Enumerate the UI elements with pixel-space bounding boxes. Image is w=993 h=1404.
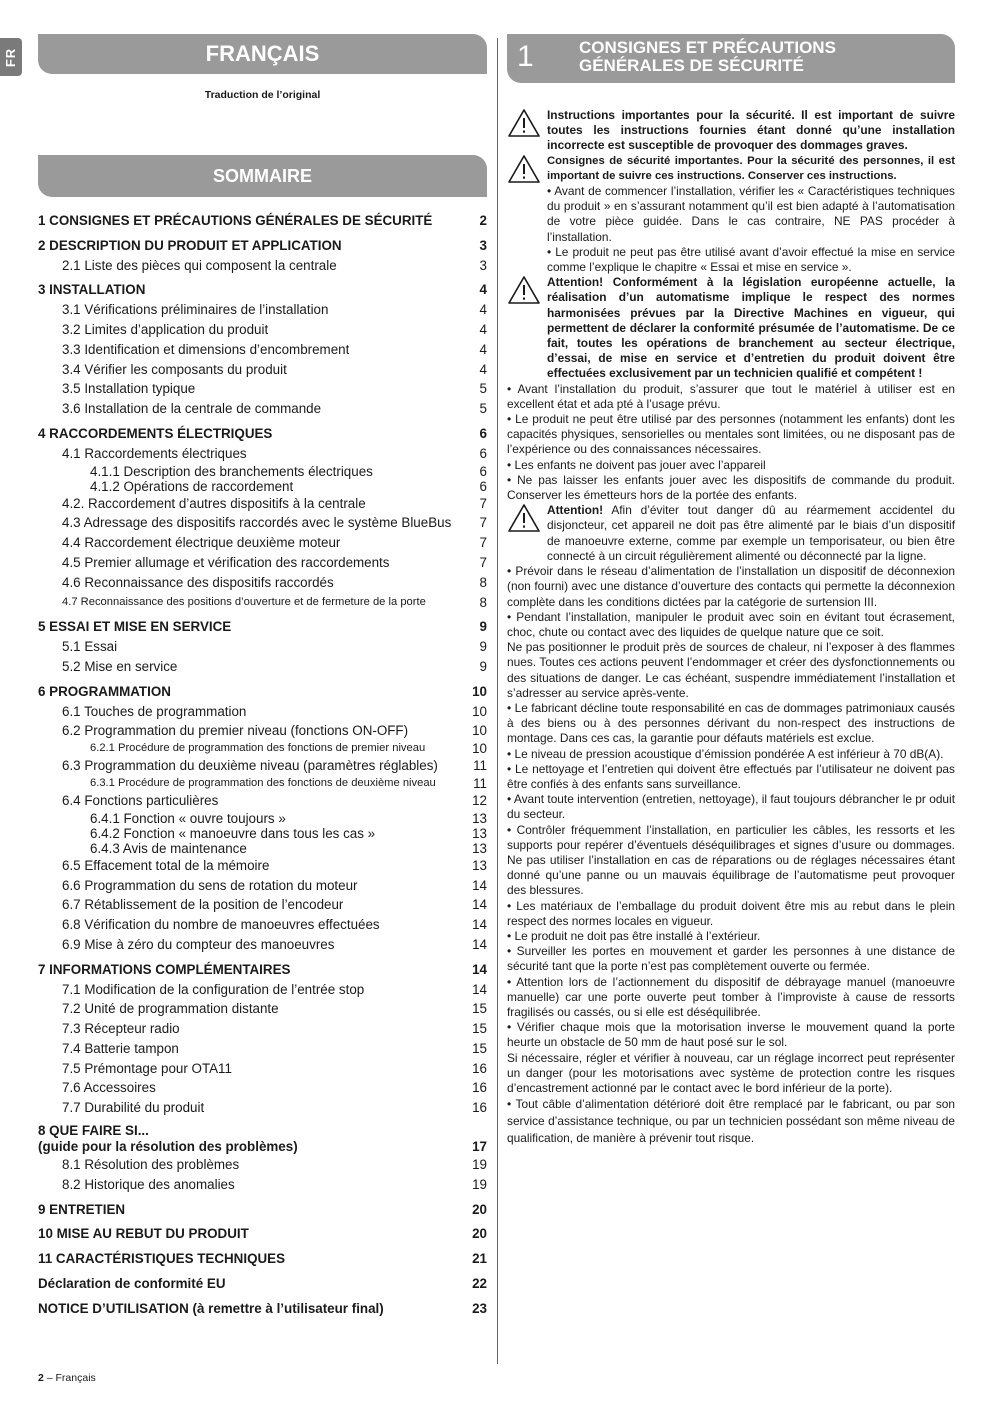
toc-entry-page: 16 xyxy=(472,1100,487,1116)
toc-entry-title: 10 MISE AU REBUT DU PRODUIT xyxy=(38,1226,249,1242)
toc-entry[interactable] xyxy=(38,1175,487,1195)
toc-entry[interactable] xyxy=(38,1274,487,1294)
toc-entry-page: 3 xyxy=(479,257,487,273)
page-number: 2 xyxy=(38,1372,44,1384)
warning-icon xyxy=(507,503,541,533)
toc-entry-page: 7 xyxy=(479,535,487,551)
warning-block xyxy=(507,275,955,381)
toc-entry-page: 15 xyxy=(472,1001,487,1017)
toc-entry-title: 6.3.1 Procédure de programmation des fonctions de deuxième niveau xyxy=(90,776,436,789)
paragraph: • Prévoir dans le réseau d’alimentation de l’installation un dispositif de déconnexion (non fourni) avec une distance d’ouverture des contacts qui permette la déconnexion complète dans les conditions dictées par la catégorie de surtension III. xyxy=(507,564,955,609)
toc-entry[interactable] xyxy=(38,1224,487,1244)
paragraph: • Le produit ne peut pas être utilisé avant d’avoir effectué la mise en service comme l’explique le chapitre « Essai et mise en service ». xyxy=(547,244,955,275)
toc-entry-page: 4 xyxy=(479,341,487,357)
paragraph: • Le fabricant décline toute responsabilité en cas de dommages patrimoniaux causés à des biens ou à des personnes dérivant du non-respect des instructions de montage. Dans ces cas, la garantie pour défauts matériels est exclue. xyxy=(507,700,955,746)
toc-entry-page: 6 xyxy=(479,478,487,494)
toc-banner xyxy=(38,155,487,197)
toc-entry-page: 13 xyxy=(472,840,487,856)
toc-entry-page: 23 xyxy=(472,1300,487,1316)
toc-entry[interactable] xyxy=(38,637,487,657)
toc-entry-title: 7.4 Batterie tampon xyxy=(62,1040,179,1056)
toc-entry-page: 11 xyxy=(473,758,487,774)
toc-entry[interactable] xyxy=(38,776,487,791)
toc-entry-title: 3.1 Vérifications préliminaires de l’installation xyxy=(62,302,329,318)
toc-entry-page: 4 xyxy=(479,282,487,298)
toc-entry-page: 9 xyxy=(479,639,487,655)
toc-entry-title: 3.2 Limites d’application du produit xyxy=(62,321,269,337)
toc-entry-page: 13 xyxy=(472,810,487,826)
paragraph: • Les enfants ne doivent pas jouer avec l’appareil xyxy=(507,457,766,472)
toc-entry-page: 8 xyxy=(479,594,487,610)
toc-entry-page: 10 xyxy=(472,741,487,757)
warning-text: Attention! Conformément à la législation européenne actuelle, la réalisation d’un automatisme implique le respect des normes harmonisées prévues par la Directive Machines en vigueur, qui permettent de déclarer la conformité présumée de l’automatisme. De ce fait, toutes les opérations de branchement au secteur électrique, d’essai, de mise en service et d’entretien du produit doivent être effectuées exclusivement par un technicien qualifié et compétent ! xyxy=(547,275,955,381)
warning-block xyxy=(507,503,955,564)
safety-text xyxy=(507,108,955,1147)
toc-entry-title: 2 DESCRIPTION DU PRODUIT ET APPLICATION xyxy=(38,237,342,253)
toc-entry-page: 21 xyxy=(472,1251,487,1267)
toc-entry-title: 3.4 Vérifier les composants du produit xyxy=(62,361,287,377)
toc-entry-title: 3.3 Identification et dimensions d’encombrement xyxy=(62,341,350,357)
toc-entry[interactable] xyxy=(38,756,487,776)
toc-entry[interactable] xyxy=(38,553,487,573)
toc-entry[interactable] xyxy=(38,1155,487,1175)
toc-entry-title: 6.1 Touches de programmation xyxy=(62,703,247,719)
toc-entry[interactable] xyxy=(38,856,487,876)
toc-entry-title: 6.2 Programmation du premier niveau (fonctions ON-OFF) xyxy=(62,723,409,739)
paragraph: • Vérifier chaque mois que la motorisation inverse le mouvement quand la porte heurte un obstacle de 50 mm de haut posé sur le sol. xyxy=(507,1020,955,1050)
toc-entry-title: 8.2 Historique des anomalies xyxy=(62,1176,235,1192)
toc-entry-title: 4.6 Reconnaissance des dispositifs raccordés xyxy=(62,574,334,590)
column-divider xyxy=(497,38,498,1364)
toc-entry-page: 7 xyxy=(479,495,487,511)
paragraph: Si nécessaire, régler et vérifier à nouveau, car un réglage incorrect peut représenter un danger (pour les motorisations avec système de protection contre les risques d’encastrement actionné par le contact avec le bord inférieur de la porte). xyxy=(507,1050,955,1095)
toc-entry[interactable] xyxy=(38,617,487,637)
toc-entry-page: 15 xyxy=(472,1021,487,1037)
toc-entry-title-wrap xyxy=(38,1123,298,1155)
toc-entry-page: 19 xyxy=(472,1157,487,1173)
toc-entry-title: 3.6 Installation de la centrale de commande xyxy=(62,401,322,417)
toc-entry-title: 7 INFORMATIONS COMPLÉMENTAIRES xyxy=(38,961,291,977)
toc-entry-title: 3.5 Installation typique xyxy=(62,381,196,397)
warning-text: Consignes de sécurité importantes. Pour la sécurité des personnes, il est important de suivre ces instructions. Conserver ces instructions. xyxy=(547,154,955,182)
toc-entry[interactable] xyxy=(38,379,487,399)
toc-entry-page: 19 xyxy=(472,1176,487,1192)
toc-entry[interactable] xyxy=(38,494,487,514)
toc-entry-page: 4 xyxy=(479,361,487,377)
toc-entry-title: 7.5 Prémontage pour OTA11 xyxy=(62,1060,232,1076)
chapter-title-line1: CONSIGNES ET PRÉCAUTIONS xyxy=(579,38,836,57)
toc-entry-page: 14 xyxy=(472,917,487,933)
toc-entry-page: 20 xyxy=(472,1226,487,1242)
toc-entry[interactable] xyxy=(38,360,487,380)
paragraph: • Le produit ne doit pas être installé à l’extérieur. xyxy=(507,928,761,943)
toc-entry[interactable] xyxy=(38,340,487,360)
toc-entry-page: 16 xyxy=(472,1060,487,1076)
warning-text xyxy=(547,503,955,564)
toc-entry[interactable] xyxy=(38,593,487,613)
toc-entry[interactable] xyxy=(38,811,487,826)
paragraph: • Tout câble d’alimentation détérioré doit être remplacé par le fabricant, ou par son service d’assistance technique, ou par un technicien possédant son même niveau de qualification, de manière à prévenir tout risque. xyxy=(507,1097,955,1146)
chapter-title xyxy=(579,39,836,75)
toc-entry[interactable] xyxy=(38,280,487,300)
toc-entry-page: 12 xyxy=(472,792,487,808)
toc-entry-page: 4 xyxy=(479,302,487,318)
toc-entry-page: 8 xyxy=(479,574,487,590)
toc-entry-title: 9 ENTRETIEN xyxy=(38,1201,126,1217)
toc-entry-page: 5 xyxy=(479,381,487,397)
language-banner xyxy=(38,34,487,74)
table-of-contents xyxy=(38,207,487,1319)
toc-entry[interactable] xyxy=(38,935,487,955)
toc-entry-title: 5 ESSAI ET MISE EN SERVICE xyxy=(38,619,232,635)
warning-icon xyxy=(507,275,541,305)
warning-body: Afin d’éviter tout danger dû au réarmement accidentel du disjoncteur, cet appareil ne doit pas être alimenté par le biais d’un dispositif de manoeuvre externe, comme par exemple un temporisateur, ou bien être connecté à un circuit régulièrement alimenté ou déconnecté par la ligne. xyxy=(547,503,955,563)
paragraph: • Le niveau de pression acoustique d’émission pondérée A est inférieur à 70 dB(A). xyxy=(507,746,944,761)
toc-entry-title: 7.2 Unité de programmation distante xyxy=(62,1001,279,1017)
toc-entry-title: 4.1 Raccordements électriques xyxy=(62,445,247,461)
toc-entry[interactable] xyxy=(38,399,487,419)
paragraph: • Contrôler fréquemment l’installation, en particulier les câbles, les ressorts et les supports pour repérer d’éventuels déséquilibrages et signes d’usure ou dommages. Ne pas utiliser l’installation en cas de réparations ou de réglages nécessaires étant donné qu’une panne ou un mauvais équilibrage de l’automatisme peut provoquer des blessures. xyxy=(507,822,955,898)
chapter-title-line2: GÉNÉRALES DE SÉCURITÉ xyxy=(579,56,804,75)
toc-entry[interactable] xyxy=(38,211,487,231)
paragraph: • Surveiller les portes en mouvement et garder les personnes à une distance de sécurité tant que la porte n’est pas complètement ouverte ou fermée. xyxy=(507,944,955,974)
toc-entry-title: 4.7 Reconnaissance des positions d’ouverture et de fermeture de la porte xyxy=(62,595,426,608)
toc-entry-page: 7 xyxy=(479,554,487,570)
toc-entry-page: 16 xyxy=(472,1080,487,1096)
toc-entry-title: 6.5 Effacement total de la mémoire xyxy=(62,857,270,873)
toc-entry-page: 4 xyxy=(479,321,487,337)
warning-text: Instructions importantes pour la sécurité. Il est important de suivre toutes les instructions fournies étant donné qu’une installation incorrecte est susceptible de provoquer des dommages graves. xyxy=(547,108,955,153)
toc-entry[interactable] xyxy=(38,876,487,896)
toc-entry-title-line2: (guide pour la résolution des problèmes) xyxy=(38,1139,298,1155)
toc-entry-page: 6 xyxy=(479,425,487,441)
toc-entry[interactable] xyxy=(38,1039,487,1059)
toc-entry-page: 13 xyxy=(472,857,487,873)
toc-entry-title: 5.2 Mise en service xyxy=(62,658,178,674)
toc-entry-title: 6.4 Fonctions particulières xyxy=(62,792,219,808)
toc-entry-title: 6.4.3 Avis de maintenance xyxy=(90,840,247,856)
toc-entry-title: 8.1 Résolution des problèmes xyxy=(62,1157,240,1173)
toc-entry[interactable] xyxy=(38,915,487,935)
toc-entry-page: 9 xyxy=(479,658,487,674)
toc-entry-title: 4.2. Raccordement d’autres dispositifs à la centrale xyxy=(62,495,366,511)
toc-entry-title: 7.1 Modification de la configuration de l’entrée stop xyxy=(62,981,365,997)
toc-entry[interactable] xyxy=(38,791,487,811)
language-tab xyxy=(0,38,22,76)
toc-entry-page: 2 xyxy=(479,213,487,228)
toc-entry-title: 4.3 Adressage des dispositifs raccordés avec le système BlueBus xyxy=(62,515,452,531)
paragraph: • Le produit ne peut être utilisé par des personnes (notamment les enfants) dont les capacités physiques, sensorielles ou mentales sont limitées, ou ne disposant pas de l’expérience ou des connaissances nécessaires. xyxy=(507,412,955,457)
chapter-number: 1 xyxy=(517,40,534,73)
toc-entry[interactable] xyxy=(38,424,487,444)
toc-entry[interactable] xyxy=(38,236,487,256)
warning-block xyxy=(507,154,955,276)
toc-entry-page: 20 xyxy=(472,1201,487,1217)
toc-entry-page: 14 xyxy=(472,877,487,893)
paragraph: • Avant l’installation du produit, s’assurer que tout le matériel à utiliser est en excellent état et ada pté à l’usage prévu. xyxy=(507,381,955,411)
chapter-banner xyxy=(507,34,955,83)
toc-entry-page: 14 xyxy=(472,961,487,977)
footer-label: – Français xyxy=(43,1372,96,1384)
toc-entry[interactable] xyxy=(38,320,487,340)
toc-entry-title: 7.6 Accessoires xyxy=(62,1080,156,1096)
toc-entry-page: 10 xyxy=(472,703,487,719)
toc-entry-title: 7.3 Récepteur radio xyxy=(62,1021,180,1037)
paragraph: • Les matériaux de l’emballage du produit doivent être mis au rebut dans le plein respect des normes locales en vigueur. xyxy=(507,898,955,928)
toc-entry[interactable] xyxy=(38,464,487,479)
toc-entry[interactable] xyxy=(38,513,487,533)
toc-entry[interactable] xyxy=(38,841,487,856)
toc-entry[interactable] xyxy=(38,1123,487,1155)
toc-entry[interactable] xyxy=(38,741,487,756)
toc-entry[interactable] xyxy=(38,682,487,702)
toc-entry-title: 4.5 Premier allumage et vérification des raccordements xyxy=(62,554,390,570)
toc-entry-title: 5.1 Essai xyxy=(62,639,118,655)
toc-entry[interactable] xyxy=(38,895,487,915)
toc-entry[interactable] xyxy=(38,533,487,553)
toc-entry-title: 2.1 Liste des pièces qui composent la centrale xyxy=(62,257,337,273)
toc-entry[interactable] xyxy=(38,479,487,494)
language-banner-title: FRANÇAIS xyxy=(205,41,320,66)
paragraph: • Avant de commencer l’installation, vérifier les « Caractéristiques techniques du produit » en s’assurant notamment qu’il est bien adapté à l’automatisation de votre pièce guidée. Dans le cas contraire, NE PAS procéder à l’installation. xyxy=(547,184,955,244)
page-footer xyxy=(38,1372,96,1384)
toc-entry[interactable] xyxy=(38,1299,487,1319)
paragraph: • Ne pas laisser les enfants jouer avec les dispositifs de commande du produit. Conserver les émetteurs hors de la portée des enfants. xyxy=(507,472,955,503)
toc-entry-title: 6 PROGRAMMATION xyxy=(38,683,171,699)
toc-entry-title: 6.2.1 Procédure de programmation des fonctions de premier niveau xyxy=(90,742,426,755)
toc-entry-page: 15 xyxy=(472,1040,487,1056)
toc-entry-title: Déclaration de conformité EU xyxy=(38,1276,226,1292)
warning-icon xyxy=(507,108,541,138)
toc-entry-title: 4.1.1 Description des branchements électriques xyxy=(90,463,373,479)
toc-entry[interactable] xyxy=(38,999,487,1019)
toc-entry-title: 3 INSTALLATION xyxy=(38,282,146,298)
toc-entry[interactable] xyxy=(38,702,487,722)
toc-entry[interactable] xyxy=(38,1059,487,1079)
toc-entry-page: 10 xyxy=(472,723,487,739)
toc-entry-title: 8 QUE FAIRE SI... xyxy=(38,1123,149,1139)
toc-entry-title: 6.4.1 Fonction « ouvre toujours » xyxy=(90,810,286,826)
toc-entry-page: 17 xyxy=(472,1139,487,1155)
paragraph: • Le nettoyage et l’entretien qui doivent être effectués par l’utilisateur ne doivent pas être confiés à des enfants sans surveillance. xyxy=(507,761,955,791)
toc-entry-title: 11 CARACTÉRISTIQUES TECHNIQUES xyxy=(38,1251,286,1267)
toc-entry-title: 6.8 Vérification du nombre de manoeuvres effectuées xyxy=(62,917,380,933)
toc-entry-title: 4 RACCORDEMENTS ÉLECTRIQUES xyxy=(38,425,273,441)
toc-entry-page: 13 xyxy=(472,825,487,841)
toc-title: SOMMAIRE xyxy=(213,165,312,186)
toc-entry-page: 3 xyxy=(479,237,487,253)
toc-entry-title: 6.3 Programmation du deuxième niveau (paramètres réglables) xyxy=(62,758,438,774)
toc-entry[interactable] xyxy=(38,300,487,320)
toc-entry[interactable] xyxy=(38,980,487,1000)
toc-entry-page: 6 xyxy=(479,445,487,461)
warning-label: Attention! xyxy=(547,503,604,518)
toc-entry-title: 6.6 Programmation du sens de rotation du moteur xyxy=(62,877,358,893)
toc-entry[interactable] xyxy=(38,960,487,980)
toc-entry-page: 14 xyxy=(472,981,487,997)
paragraph: • Avant toute intervention (entretien, nettoyage), il faut toujours débrancher le pr oduit du secteur. xyxy=(507,792,955,822)
toc-entry-title: 4.1.2 Opérations de raccordement xyxy=(90,478,294,494)
toc-entry-page: 10 xyxy=(472,683,487,699)
toc-entry-title: NOTICE D’UTILISATION (à remettre à l’utilisateur final) xyxy=(38,1300,384,1316)
toc-entry[interactable] xyxy=(38,1200,487,1220)
toc-entry[interactable] xyxy=(38,444,487,464)
translation-note: Traduction de l’original xyxy=(204,89,321,101)
toc-entry[interactable] xyxy=(38,256,487,276)
warning-icon xyxy=(507,154,541,184)
paragraph: Ne pas positionner le produit près de sources de chaleur, ni l’exposer à des flammes nues. Toutes ces actions peuvent l’endommager et créer des dysfonctionnements ou des situations de danger. Le cas échéant, suspendre immédiatement l’installation et s’adresser au service après-vente. xyxy=(507,640,955,700)
paragraph: • Attention lors de l’actionnement du dispositif de débrayage manuel (manoeuvre manuelle) car une porte ouverte peut tomber à l’improviste à cause de ressorts fragilisés ou cassés, ou si elle est déséquilibrée. xyxy=(507,974,955,1019)
toc-entry-page: 14 xyxy=(472,897,487,913)
toc-entry[interactable] xyxy=(38,826,487,841)
language-code: FR xyxy=(3,47,19,67)
toc-entry-title: 6.4.2 Fonction « manoeuvre dans tous les cas » xyxy=(90,825,376,841)
warning-block xyxy=(507,108,955,154)
toc-entry-page: 11 xyxy=(473,775,487,791)
toc-entry-title: 7.7 Durabilité du produit xyxy=(62,1100,205,1116)
toc-entry[interactable] xyxy=(38,1019,487,1039)
toc-entry-page: 22 xyxy=(472,1276,487,1292)
toc-entry[interactable] xyxy=(38,721,487,741)
toc-entry-title: 1 CONSIGNES ET PRÉCAUTIONS GÉNÉRALES DE SÉCURITÉ xyxy=(38,213,433,228)
toc-entry-title: 6.9 Mise à zéro du compteur des manoeuvres xyxy=(62,936,335,952)
paragraph: • Pendant l’installation, manipuler le produit avec soin en évitant tout écrasement, choc, chute ou contact avec des liquides de quelque nature que ce soit. xyxy=(507,609,955,639)
toc-entry[interactable] xyxy=(38,1098,487,1118)
toc-entry[interactable] xyxy=(38,573,487,593)
toc-entry-title: 4.4 Raccordement électrique deuxième moteur xyxy=(62,535,341,551)
toc-entry[interactable] xyxy=(38,1078,487,1098)
toc-entry-page: 7 xyxy=(479,515,487,531)
toc-entry-page: 14 xyxy=(472,936,487,952)
toc-entry-page: 6 xyxy=(479,463,487,479)
toc-entry-title: 6.7 Rétablissement de la position de l’encodeur xyxy=(62,897,344,913)
toc-entry-page: 9 xyxy=(479,619,487,635)
toc-entry[interactable] xyxy=(38,1249,487,1269)
toc-entry-page: 5 xyxy=(479,401,487,417)
toc-entry[interactable] xyxy=(38,657,487,677)
